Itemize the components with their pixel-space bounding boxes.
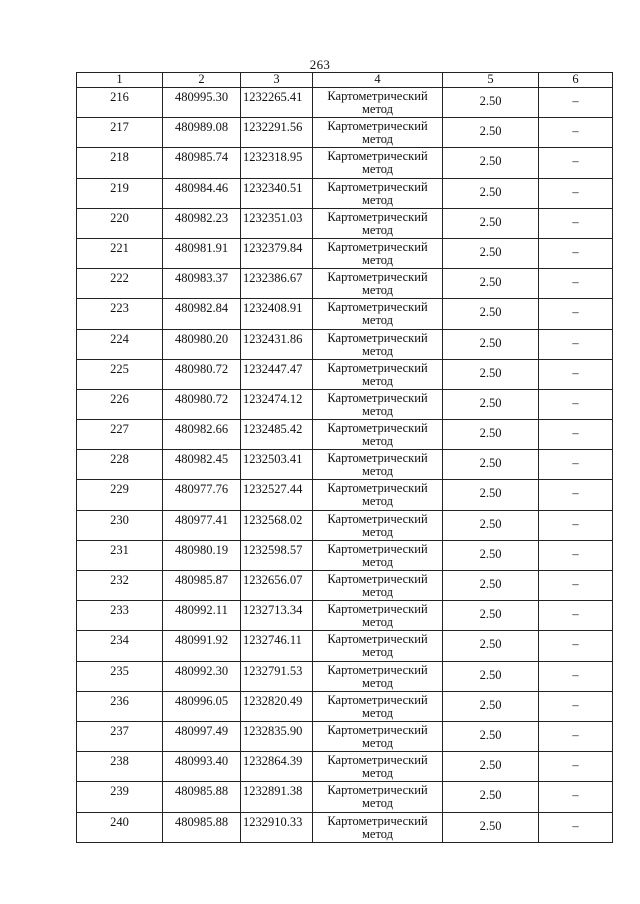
x-coordinate-cell: 480993.40 — [163, 752, 241, 782]
point-number-cell: 222 — [77, 269, 163, 299]
method-line-2: метод — [361, 434, 393, 449]
point-number-cell: 218 — [77, 148, 163, 178]
note-cell: – — [539, 691, 613, 721]
y-coordinate-cell: 1232864.39 — [241, 752, 313, 782]
x-coordinate-cell: 480982.23 — [163, 208, 241, 238]
y-coordinate-cell: 1232340.51 — [241, 178, 313, 208]
y-coordinate-cell: 1232485.42 — [241, 420, 313, 450]
table-body — [77, 88, 613, 843]
note-cell: – — [539, 721, 613, 751]
y-coordinate-cell: 1232318.95 — [241, 148, 313, 178]
method-cell — [313, 420, 443, 450]
point-number-cell: 225 — [77, 359, 163, 389]
y-coordinate-cell: 1232503.41 — [241, 450, 313, 480]
accuracy-cell: 2.50 — [443, 601, 539, 631]
table-row — [77, 812, 613, 842]
y-coordinate-cell: 1232408.91 — [241, 299, 313, 329]
method-line-1: Картометрический — [327, 662, 428, 677]
method-line-1: Картометрический — [327, 179, 428, 194]
method-line-2: метод — [361, 403, 393, 418]
x-coordinate-cell: 480980.72 — [163, 359, 241, 389]
y-coordinate-cell: 1232291.56 — [241, 118, 313, 148]
method-line-2: метод — [361, 192, 393, 207]
note-cell: – — [539, 510, 613, 540]
table-row — [77, 208, 613, 238]
method-cell — [313, 601, 443, 631]
method-cell — [313, 691, 443, 721]
point-number-cell: 233 — [77, 601, 163, 631]
point-number-cell: 235 — [77, 661, 163, 691]
note-cell: – — [539, 269, 613, 299]
table-row — [77, 721, 613, 751]
accuracy-cell: 2.50 — [443, 208, 539, 238]
method-line-2: метод — [361, 252, 393, 267]
table-row — [77, 420, 613, 450]
method-line-2: метод — [361, 343, 393, 358]
method-line-1: Картометрический — [327, 270, 428, 285]
method-line-2: метод — [361, 524, 393, 539]
accuracy-cell: 2.50 — [443, 118, 539, 148]
method-line-2: метод — [361, 826, 393, 841]
note-cell: – — [539, 148, 613, 178]
method-line-1: Картометрический — [327, 602, 428, 617]
y-coordinate-cell: 1232820.49 — [241, 691, 313, 721]
point-number-cell: 240 — [77, 812, 163, 842]
method-line-2: метод — [361, 735, 393, 750]
x-coordinate-cell: 480983.37 — [163, 269, 241, 299]
point-number-cell: 230 — [77, 510, 163, 540]
y-coordinate-cell: 1232265.41 — [241, 88, 313, 118]
note-cell: – — [539, 661, 613, 691]
y-coordinate-cell: 1232746.11 — [241, 631, 313, 661]
method-line-1: Картометрический — [327, 541, 428, 556]
note-cell: – — [539, 329, 613, 359]
point-number-cell: 234 — [77, 631, 163, 661]
note-cell: – — [539, 571, 613, 601]
method-line-2: метод — [361, 766, 393, 781]
method-line-2: метод — [361, 283, 393, 298]
accuracy-cell: 2.50 — [443, 480, 539, 510]
method-line-2: метод — [361, 373, 393, 388]
accuracy-cell: 2.50 — [443, 812, 539, 842]
table-header-row — [77, 73, 613, 88]
method-line-1: Картометрический — [327, 421, 428, 436]
x-coordinate-cell: 480996.05 — [163, 691, 241, 721]
y-coordinate-cell: 1232891.38 — [241, 782, 313, 812]
x-coordinate-cell: 480982.45 — [163, 450, 241, 480]
accuracy-cell: 2.50 — [443, 752, 539, 782]
method-cell — [313, 238, 443, 268]
note-cell: – — [539, 208, 613, 238]
method-cell — [313, 450, 443, 480]
method-line-2: метод — [361, 494, 393, 509]
table-row — [77, 148, 613, 178]
method-line-2: метод — [361, 464, 393, 479]
column-header-6: 6 — [539, 73, 613, 88]
table-row — [77, 450, 613, 480]
method-line-2: метод — [361, 313, 393, 328]
y-coordinate-cell: 1232568.02 — [241, 510, 313, 540]
method-line-2: метод — [361, 615, 393, 630]
accuracy-cell: 2.50 — [443, 540, 539, 570]
y-coordinate-cell: 1232656.07 — [241, 571, 313, 601]
y-coordinate-cell: 1232835.90 — [241, 721, 313, 751]
note-cell: – — [539, 752, 613, 782]
note-cell: – — [539, 299, 613, 329]
table-row — [77, 299, 613, 329]
point-number-cell: 228 — [77, 450, 163, 480]
method-line-2: метод — [361, 554, 393, 569]
accuracy-cell: 2.50 — [443, 631, 539, 661]
table-row — [77, 631, 613, 661]
y-coordinate-cell: 1232379.84 — [241, 238, 313, 268]
method-line-2: метод — [361, 585, 393, 599]
note-cell: – — [539, 389, 613, 419]
method-line-1: Картометрический — [327, 813, 428, 828]
accuracy-cell: 2.50 — [443, 420, 539, 450]
method-line-1: Картометрический — [327, 451, 428, 466]
method-cell — [313, 359, 443, 389]
method-cell — [313, 631, 443, 661]
method-line-1: Картометрический — [327, 209, 428, 224]
method-cell — [313, 510, 443, 540]
column-header-5: 5 — [443, 73, 539, 88]
x-coordinate-cell: 480980.72 — [163, 389, 241, 419]
x-coordinate-cell: 480985.88 — [163, 782, 241, 812]
column-header-1: 1 — [77, 73, 163, 88]
note-cell: – — [539, 631, 613, 661]
accuracy-cell: 2.50 — [443, 178, 539, 208]
method-line-2: метод — [361, 796, 393, 811]
method-line-1: Картометрический — [327, 89, 428, 103]
point-number-cell: 231 — [77, 540, 163, 570]
y-coordinate-cell: 1232386.67 — [241, 269, 313, 299]
method-line-1: Картометрический — [327, 572, 428, 586]
table-row — [77, 389, 613, 419]
method-line-1: Картометрический — [327, 481, 428, 496]
y-coordinate-cell: 1232351.03 — [241, 208, 313, 238]
method-line-2: метод — [361, 675, 393, 690]
x-coordinate-cell: 480984.46 — [163, 178, 241, 208]
method-cell — [313, 299, 443, 329]
x-coordinate-cell: 480985.88 — [163, 812, 241, 842]
point-number-cell: 238 — [77, 752, 163, 782]
x-coordinate-cell: 480977.76 — [163, 480, 241, 510]
point-number-cell: 226 — [77, 389, 163, 419]
point-number-cell: 216 — [77, 88, 163, 118]
accuracy-cell: 2.50 — [443, 510, 539, 540]
accuracy-cell: 2.50 — [443, 691, 539, 721]
method-line-1: Картометрический — [327, 360, 428, 375]
accuracy-cell: 2.50 — [443, 359, 539, 389]
y-coordinate-cell: 1232474.12 — [241, 389, 313, 419]
x-coordinate-cell: 480985.74 — [163, 148, 241, 178]
method-cell — [313, 148, 443, 178]
note-cell: – — [539, 118, 613, 148]
method-line-1: Картометрический — [327, 753, 428, 768]
table-row — [77, 782, 613, 812]
method-cell — [313, 118, 443, 148]
y-coordinate-cell: 1232447.47 — [241, 359, 313, 389]
y-coordinate-cell: 1232791.53 — [241, 661, 313, 691]
method-line-1: Картометрический — [327, 300, 428, 315]
accuracy-cell: 2.50 — [443, 571, 539, 601]
point-number-cell: 217 — [77, 118, 163, 148]
x-coordinate-cell: 480995.30 — [163, 88, 241, 118]
note-cell: – — [539, 359, 613, 389]
page-number: 263 — [309, 57, 331, 72]
x-coordinate-cell: 480982.66 — [163, 420, 241, 450]
point-number-cell: 220 — [77, 208, 163, 238]
x-coordinate-cell: 480980.20 — [163, 329, 241, 359]
table-row — [77, 329, 613, 359]
table-row — [77, 359, 613, 389]
method-line-1: Картометрический — [327, 239, 428, 254]
method-line-1: Картометрический — [327, 632, 428, 647]
note-cell: – — [539, 178, 613, 208]
table-row — [77, 480, 613, 510]
method-line-2: метод — [361, 222, 393, 237]
point-number-cell: 232 — [77, 571, 163, 601]
point-number-cell: 227 — [77, 420, 163, 450]
column-header-4: 4 — [313, 73, 443, 88]
table-row — [77, 88, 613, 118]
note-cell: – — [539, 540, 613, 570]
note-cell: – — [539, 88, 613, 118]
method-cell — [313, 480, 443, 510]
y-coordinate-cell: 1232527.44 — [241, 480, 313, 510]
x-coordinate-cell: 480985.87 — [163, 571, 241, 601]
accuracy-cell: 2.50 — [443, 148, 539, 178]
method-line-1: Картометрический — [327, 390, 428, 405]
point-number-cell: 224 — [77, 329, 163, 359]
x-coordinate-cell: 480982.84 — [163, 299, 241, 329]
x-coordinate-cell: 480989.08 — [163, 118, 241, 148]
accuracy-cell: 2.50 — [443, 389, 539, 419]
method-cell — [313, 571, 443, 601]
point-number-cell: 221 — [77, 238, 163, 268]
method-cell — [313, 269, 443, 299]
accuracy-cell: 2.50 — [443, 238, 539, 268]
method-line-2: метод — [361, 645, 393, 660]
x-coordinate-cell: 480977.41 — [163, 510, 241, 540]
method-line-1: Картометрический — [327, 722, 428, 737]
y-coordinate-cell: 1232431.86 — [241, 329, 313, 359]
note-cell: – — [539, 782, 613, 812]
note-cell: – — [539, 420, 613, 450]
x-coordinate-cell: 480980.19 — [163, 540, 241, 570]
method-cell — [313, 389, 443, 419]
method-cell — [313, 178, 443, 208]
column-header-2: 2 — [163, 73, 241, 88]
accuracy-cell: 2.50 — [443, 782, 539, 812]
point-number-cell: 237 — [77, 721, 163, 751]
method-line-2: метод — [361, 132, 393, 147]
method-line-2: метод — [361, 705, 393, 720]
x-coordinate-cell: 480992.30 — [163, 661, 241, 691]
method-cell — [313, 208, 443, 238]
table-row — [77, 269, 613, 299]
point-number-cell: 229 — [77, 480, 163, 510]
method-cell — [313, 721, 443, 751]
x-coordinate-cell: 480997.49 — [163, 721, 241, 751]
point-number-cell: 236 — [77, 691, 163, 721]
column-header-3: 3 — [241, 73, 313, 88]
method-line-1: Картометрический — [327, 119, 428, 134]
method-cell — [313, 540, 443, 570]
table-row — [77, 691, 613, 721]
x-coordinate-cell: 480981.91 — [163, 238, 241, 268]
accuracy-cell: 2.50 — [443, 299, 539, 329]
method-line-1: Картометрический — [327, 692, 428, 707]
method-line-2: метод — [361, 162, 393, 177]
note-cell: – — [539, 601, 613, 631]
note-cell: – — [539, 812, 613, 842]
method-cell — [313, 329, 443, 359]
method-cell — [313, 88, 443, 118]
table-row — [77, 118, 613, 148]
table-row — [77, 601, 613, 631]
y-coordinate-cell: 1232598.57 — [241, 540, 313, 570]
accuracy-cell: 2.50 — [443, 450, 539, 480]
method-cell — [313, 812, 443, 842]
method-line-1: Картометрический — [327, 149, 428, 164]
accuracy-cell: 2.50 — [443, 88, 539, 118]
table-row — [77, 571, 613, 601]
note-cell: – — [539, 480, 613, 510]
method-line-2: метод — [361, 102, 393, 116]
table-row — [77, 510, 613, 540]
y-coordinate-cell: 1232910.33 — [241, 812, 313, 842]
note-cell: – — [539, 238, 613, 268]
table-row — [77, 238, 613, 268]
accuracy-cell: 2.50 — [443, 269, 539, 299]
point-number-cell: 219 — [77, 178, 163, 208]
method-line-1: Картометрический — [327, 511, 428, 526]
method-line-1: Картометрический — [327, 330, 428, 345]
table-row — [77, 661, 613, 691]
table-row — [77, 178, 613, 208]
table-row — [77, 752, 613, 782]
point-number-cell: 223 — [77, 299, 163, 329]
accuracy-cell: 2.50 — [443, 661, 539, 691]
method-cell — [313, 782, 443, 812]
coordinates-table — [76, 72, 613, 843]
accuracy-cell: 2.50 — [443, 329, 539, 359]
method-cell — [313, 752, 443, 782]
note-cell: – — [539, 450, 613, 480]
table-row — [77, 540, 613, 570]
method-line-1: Картометрический — [327, 783, 428, 798]
y-coordinate-cell: 1232713.34 — [241, 601, 313, 631]
x-coordinate-cell: 480991.92 — [163, 631, 241, 661]
point-number-cell: 239 — [77, 782, 163, 812]
accuracy-cell: 2.50 — [443, 721, 539, 751]
x-coordinate-cell: 480992.11 — [163, 601, 241, 631]
method-cell — [313, 661, 443, 691]
